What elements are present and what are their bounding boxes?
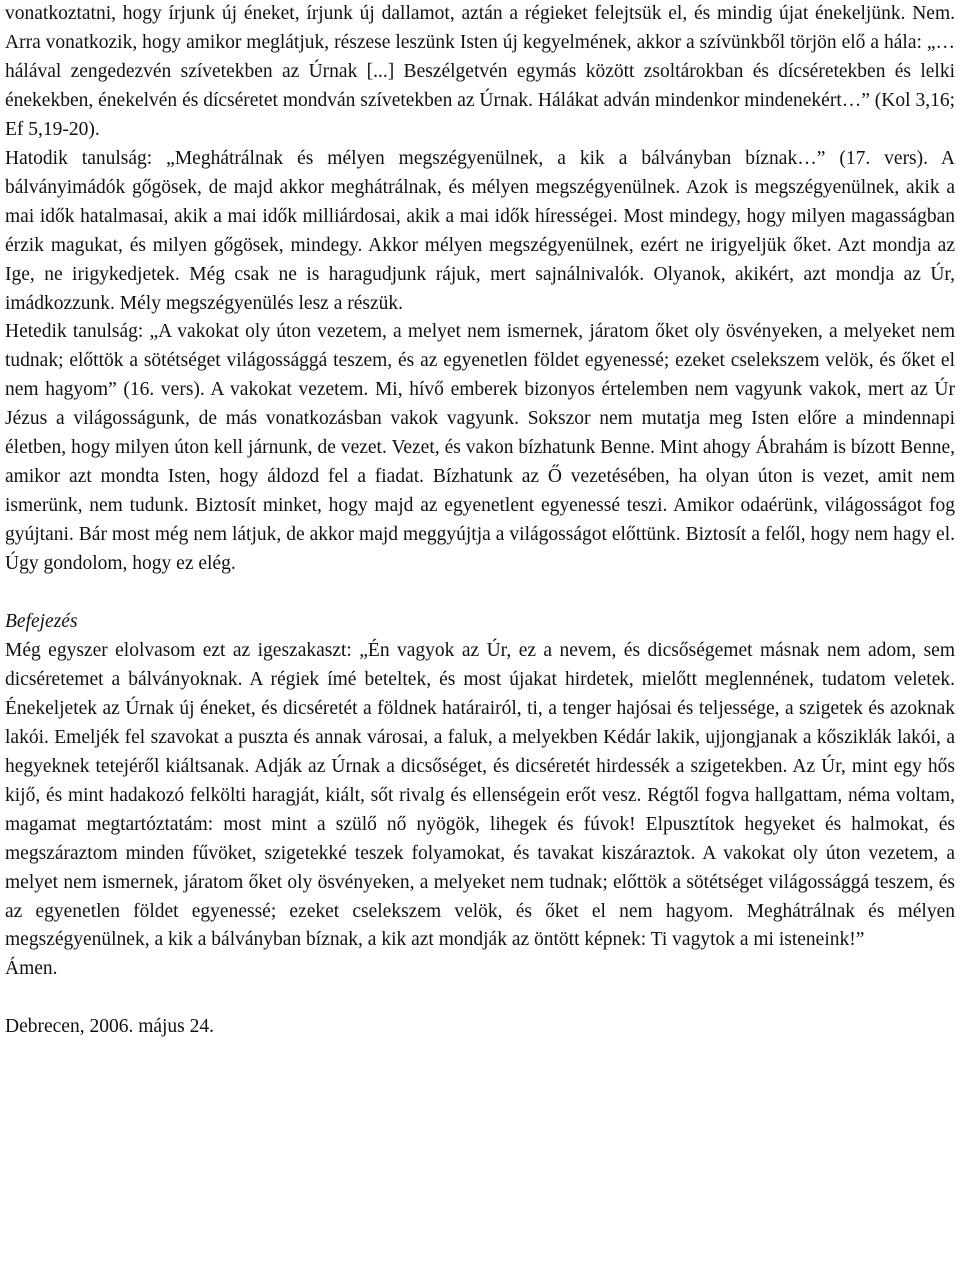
date-line: Debrecen, 2006. május 24. bbox=[5, 1016, 215, 1038]
paragraph-seventh-lesson: Hetedik tanulság: „A vakokat oly úton vezetem, a melyet nem ismernek, járatom őket oly ösvényeken, a melyeket nem tudnak; előttök a sötétséget világossággá teszem, és az egyenetlen földet egyenessé; ezeket cselekszem velök, és őket el nem hagyom” (16. vers). A vakokat vezetem. Mi, hívő emberek bizonyos értelemben nem vagyunk vakok, mert az Úr Jézus a világosságunk, de más vonatkozásban vakok vagyunk. Sokszor nem mutatja meg Isten előre a mindennapi életben, hogy milyen úton kell járnunk, de vezet. Vezet, és vakon bízhatunk Benne. Mint ahogy Ábrahám is bízott Benne, amikor azt mondta Isten, hogy áldozd fel a fiadat. Bízhatunk az Ő vezetésében, ha olyan úton is vezet, amit nem ismerünk, nem tudunk. Biztosít minket, hogy majd az egyenetlent egyenessé teszi. Amikor odaérünk, világosságot fog gyújtani. Bár most még nem látjuk, de akkor majd meggyújtja a világosságot előttünk. Biztosít a felől, hogy nem hagy el. Úgy gondolom, hogy ez elég. bbox=[5, 321, 955, 575]
paragraph-continuation: vonatkoztatni, hogy írjunk új éneket, írjunk új dallamot, aztán a régieket felejtsük el, és mindig újat énekeljünk. Nem. Arra vonatkozik, hogy amikor meglátjuk, részese leszünk Isten új kegyelmének, akkor a szívünkből törjön elő a hála: „…hálával zengedezvén szívetekben az Úrnak [...] Beszélgetvén egymás között zsoltárokban és dícséretekben és lelki énekekben, énekelvén és dícséretet mondván szívetekben az Úrnak. Hálákat adván mindenkor mindenekért…” (Kol 3,16; Ef 5,19-20). bbox=[5, 3, 955, 140]
document-page bbox=[5, 0, 955, 1042]
paragraph-spacer bbox=[5, 984, 955, 1013]
conclusion-heading: Befejezés bbox=[5, 611, 78, 632]
paragraph-spacer bbox=[5, 579, 955, 608]
conclusion-text: Még egyszer elolvasom ezt az igeszakaszt: „Én vagyok az Úr, ez a nevem, és dicsőségemet másnak nem adom, sem dicséretemet a bálványoknak. A régiek ímé beteltek, és most újakat hirdetek, mielőtt meglennének, tudatom veletek. Énekeljetek az Úrnak új éneket, és dicséretét a földnek határairól, ti, a tenger hajósai és teljessége, a szigetek és azoknak lakói. Emeljék fel szavokat a puszta és annak városai, a faluk, a melyekben Kédár lakik, ujjongjanak a kősziklák lakói, a hegyeknek tetejéről kiáltsanak. Adják az Úrnak a dicsőséget, és dicséretét hirdessék a szigetekben. Az Úr, mint egy hős kijő, és mint hadakozó felkölti haragját, kiált, sőt rivalg és ellenségein erőt vesz. Régtől fogva hallgattam, néma voltam, magamat megtartóztatám: most mint a szülő nő nyögök, lihegek és fúvok! Elpusztítok hegyeket és halmokat, és megszáraztom minden fűvöket, szigetekké teszek folyamokat, és tavakat kiszáraztok. A vakokat oly úton vezetem, a melyet nem ismernek, járatom őket oly ösvényeken, a melyeket nem tudnak; előttök a sötétséget világossággá teszem, és az egyenetlen földet egyenessé; ezeket cselekszem velök, és őket el nem hagyom. Meghátrálnak és mélyen megszégyenülnek, a kik a bálványban bíznak, a kik azt mondják az öntött képnek: Ti vagytok a mi isteneink!” bbox=[5, 639, 955, 951]
paragraph-sixth-lesson: Hatodik tanulság: „Meghátrálnak és mélyen megszégyenülnek, a kik a bálványban bíznak…” (17. vers). A bálványimádók gőgösek, de majd akkor meghátrálnak, és mélyen megszégyenülnek. Azok is megszégyenülnek, akik a mai idők hatalmasai, akik a mai idők milliárdosai, akik a mai idők hírességei. Most mindegy, hogy milyen magasságban érzik magukat, és milyen gőgösek, mindegy. Akkor mélyen megszégyenülnek, ezért ne irigyeljük őket. Azt mondja az Ige, ne irigykedjetek. Még csak ne is haragudjunk rájuk, mert sajnálnivalók. Olyanok, akikért, azt mondja az Úr, imádkozzunk. Mély megszégyenülés lesz a részük. bbox=[5, 147, 955, 314]
amen-line: Ámen. bbox=[5, 958, 58, 980]
